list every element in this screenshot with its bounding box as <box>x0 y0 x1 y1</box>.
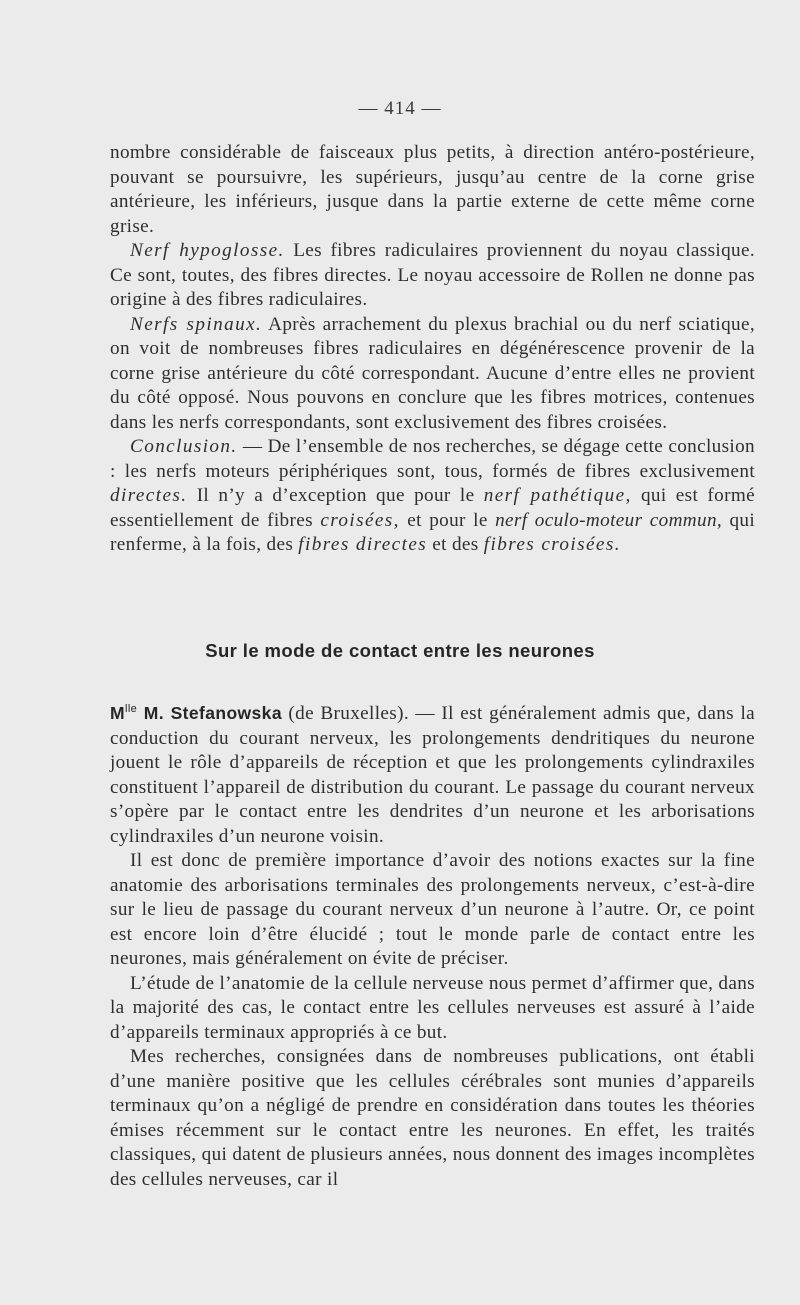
paragraph-nerf-hypoglosse <box>110 239 755 313</box>
author-affiliation: (de Bruxelles). <box>281 703 409 724</box>
paragraph: Mes recherches, consignées dans de nombreuses publications, ont établi d’une manière positive que les cellules cérébrales sont munies d’appareils terminaux qu’on a négligé de prendre en considération dans toutes les théories émises récemment sur le contact entre les neurones. En effet, les traités classiques, qui datent de plusieurs années, nous donnent des images incomplètes des cellules nerveuses, car il <box>110 1046 755 1190</box>
emphasis: fibres directes <box>298 534 428 555</box>
emphasis: croisées, <box>320 509 400 531</box>
text-block-top <box>110 141 755 558</box>
paragraph-text: — De l’ensemble de nos recherches, se dégage cette conclusion : les nerfs moteurs périphériques sont, tous, formés de fibres exclusivement <box>110 436 755 482</box>
emphasis: nerf pathétique, <box>483 485 632 506</box>
emphasis: fibres croisées. <box>483 534 621 555</box>
paragraph-nerfs-spinaux <box>110 313 755 436</box>
emphasis: nerf oculo-moteur commun, <box>495 509 723 531</box>
author-prefix: M <box>110 703 125 723</box>
emphasis: directes. <box>110 485 188 506</box>
paragraph-text: et pour le <box>399 509 496 531</box>
author-surname: M. Stefanowska <box>137 703 282 723</box>
page-number: — 414 — <box>358 98 442 119</box>
paragraph-text: et des <box>427 534 484 555</box>
paragraph-text: Après arrachement du plexus brachial ou du nerf sciatique, on voit de nombreuses fibres radiculaires en dégénérescence provenir de la corne grise antérieure du côté correspondant. Aucune d’entre elles ne provient du côté opposé. Nous pouvons en conclure que les fibres motrices, contenues dans les nerfs correspondants, sont exclusivement des fibres croisées. <box>110 313 755 433</box>
paragraph-text: qui renferme, à la fois, des <box>110 509 756 555</box>
paragraph-text: — Il est généralement admis que, dans la conduction du courant nerveux, les prolongements dendritiques du neurone jouent le rôle d’appareils de réception et que les prolongements cylindraxiles constituent l’appareil de distribution du courant. Le passage du courant nerveux s’opère par le contact entre les dendrites d’un neurone et les arborisations cylindraxiles d’un neurone voisin. <box>110 703 755 847</box>
paragraph-conclusion <box>110 435 755 558</box>
author-sup: lle <box>124 703 138 715</box>
text-block-bottom <box>110 697 755 1192</box>
paragraph-label: Conclusion. <box>130 436 238 457</box>
paragraph: Il est donc de première importance d’avoir des notions exactes sur la fine anatomie des arborisations terminales des prolongements nerveux, c’est-à-dire sur le lieu de passage du courant nerveux d’un neurone à l’autre. Or, ce point est encore loin d’être élucidé ; tout le monde parle de contact entre les neurones, mais généralement on évite de préciser. <box>110 850 755 969</box>
section-heading: Sur le mode de contact entre les neurones <box>205 640 595 661</box>
paragraph-text: Les fibres radiculaires proviennent du noyau classique. Ce sont, toutes, des fibres directes. Le noyau accessoire de Rollen ne donne pas origine à des fibres radiculaires. <box>110 240 755 310</box>
paragraph-label: Nerfs spinaux. <box>130 313 263 335</box>
paragraph: nombre considérable de faisceaux plus petits, à direction antéro-postérieure, pouvant se poursuivre, les supérieurs, jusqu’au centre de la corne grise antérieure, les inférieurs, jusque dans la partie externe de cette même corne grise. <box>110 142 755 237</box>
author-name <box>110 703 282 723</box>
paragraph-author-intro <box>110 697 755 849</box>
paragraph-label: Nerf hypoglosse. <box>130 240 285 261</box>
paragraph: L’étude de l’anatomie de la cellule nerveuse nous permet d’affirmer que, dans la majorité des cas, le contact entre les cellules nerveuses est assuré à l’aide d’appareils terminaux appropriés à ce but. <box>110 972 755 1043</box>
paragraph-text: qui est formé essentiellement de fibres <box>110 485 755 531</box>
paragraph-text: Il n’y a d’exception que pour le <box>187 485 484 506</box>
